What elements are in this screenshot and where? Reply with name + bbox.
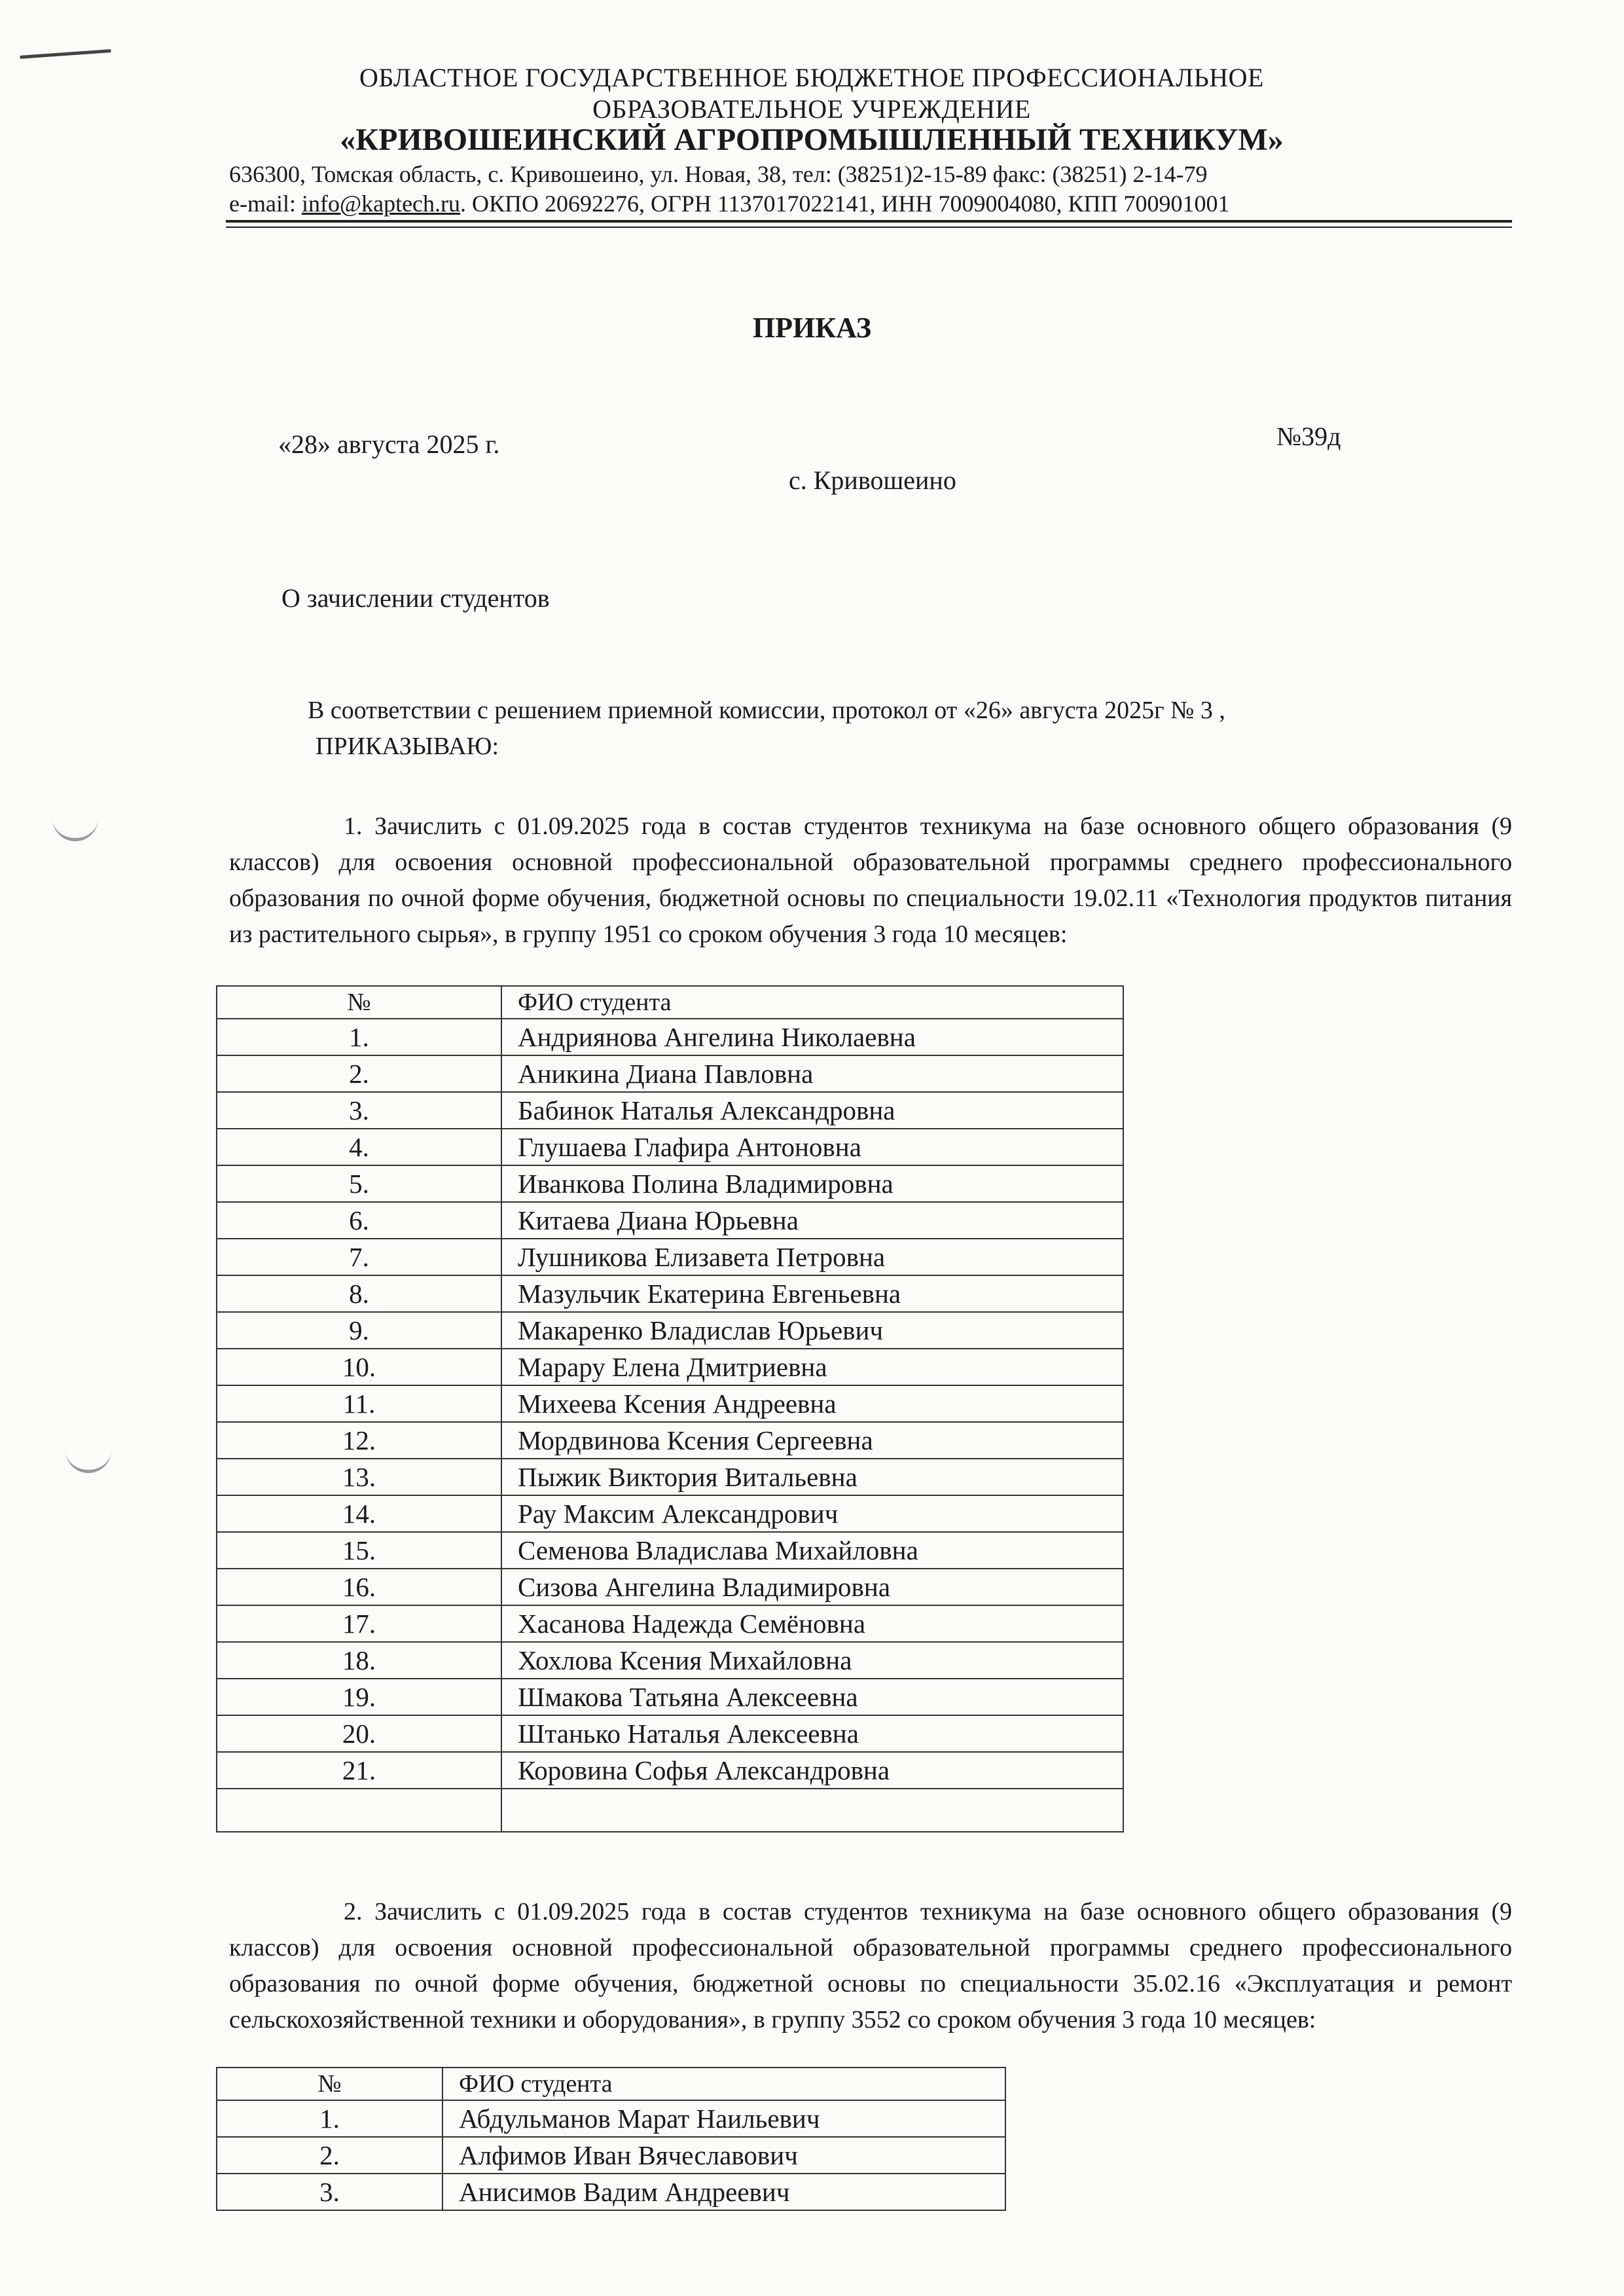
row-number: 2. (217, 2137, 442, 2174)
row-number: 12. (217, 1422, 501, 1459)
student-name: Хохлова Ксения Михайловна (501, 1642, 1123, 1679)
student-name: Аникина Диана Павловна (501, 1055, 1123, 1092)
order-word: ПРИКАЗЫВАЮ: (316, 733, 499, 760)
section1-text: 1. Зачислить с 01.09.2025 года в состав студентов техникума на базе основного общего образования (9 классов) для освоения основной профессиональной образовательной программы среднего профессионального образования по очной форме обучения, бюджетной основы по специальности 19.02.11 «Технология продуктов питания из растительного сырья», в группу 1951 со сроком обучения 3 года 10 месяцев: (229, 812, 1512, 948)
row-number: 7. (217, 1239, 501, 1275)
order-number: №39д (1276, 422, 1341, 451)
row-number: 3. (217, 1092, 501, 1129)
student-name: Глушаева Глафира Антоновна (501, 1129, 1123, 1165)
student-name: Абдульманов Марат Наильевич (442, 2100, 1005, 2137)
row-number: 11. (217, 1385, 501, 1422)
table-row (217, 1605, 1123, 1642)
student-name: Рау Максим Александрович (501, 1495, 1123, 1532)
student-name: Коровина Софья Александровна (501, 1752, 1123, 1789)
empty-cell (217, 1789, 501, 1832)
table-row (217, 1495, 1123, 1532)
table-row (217, 1715, 1123, 1752)
order-place: с. Кривошеино (789, 465, 956, 495)
row-number: 2. (217, 1055, 501, 1092)
table-row (217, 2100, 1005, 2137)
org-contacts (229, 190, 1230, 217)
table-row (217, 1165, 1123, 1202)
student-name: Бабинок Наталья Александровна (501, 1092, 1123, 1129)
table-row (217, 1459, 1123, 1495)
row-number: 20. (217, 1715, 501, 1752)
table-row (217, 1642, 1123, 1679)
scan-mark (20, 49, 111, 59)
student-table-group-3552 (216, 2067, 1006, 2211)
order-date: «28» августа 2025 г. (278, 429, 500, 459)
org-header-line1: ОБЛАСТНОЕ ГОСУДАРСТВЕННОЕ БЮДЖЕТНОЕ ПРОФЕССИОНАЛЬНОЕ (359, 63, 1264, 92)
table-row (217, 2174, 1005, 2210)
student-name: Сизова Ангелина Владимировна (501, 1569, 1123, 1605)
email-label: e-mail: (229, 191, 302, 217)
student-name: Лушникова Елизавета Петровна (501, 1239, 1123, 1275)
student-name: Макаренко Владислав Юрьевич (501, 1312, 1123, 1349)
student-name: Марару Елена Дмитриевна (501, 1349, 1123, 1385)
row-number: 5. (217, 1165, 501, 1202)
row-number: 4. (217, 1129, 501, 1165)
row-number: 13. (217, 1459, 501, 1495)
student-name: Мордвинова Ксения Сергеевна (501, 1422, 1123, 1459)
row-number: 8. (217, 1275, 501, 1312)
org-address: 636300, Томская область, с. Кривошеино, ул. Новая, 38, тел: (38251)2-15-89 факс: (38251) 2-14-79 (229, 161, 1208, 187)
table-row (217, 1385, 1123, 1422)
row-number: 9. (217, 1312, 501, 1349)
col-header-number: № (217, 2068, 442, 2100)
table-header-row (217, 2068, 1005, 2100)
table-row (217, 1569, 1123, 1605)
student-table-group-1951 (216, 985, 1124, 1832)
row-number: 1. (217, 2100, 442, 2137)
student-name: Алфимов Иван Вячеславович (442, 2137, 1005, 2174)
student-name: Семенова Владислава Михайловна (501, 1532, 1123, 1569)
student-name: Мазульчик Екатерина Евгеньевна (501, 1275, 1123, 1312)
section2-text: 2. Зачислить с 01.09.2025 года в состав студентов техникума на базе основного общего образования (9 классов) для освоения основной профессиональной образовательной программы среднего профессионального образования по очной форме обучения, бюджетной основы по специальности 35.02.16 «Эксплуатация и ремонт сельскохозяйственной техники и оборудования», в группу 3552 со сроком обучения 3 года 10 месяцев: (229, 1898, 1512, 2033)
org-codes: . ОКПО 20692276, ОГРН 1137017022141, ИНН 7009004080, КПП 700901001 (460, 191, 1230, 217)
student-name: Шмакова Татьяна Алексеевна (501, 1679, 1123, 1715)
header-rule-thin (226, 227, 1512, 228)
col-header-name: ФИО студента (442, 2068, 1005, 2100)
order-preamble: В соответствии с решением приемной комиссии, протокол от «26» августа 2025г № 3 , (308, 697, 1225, 724)
punch-hole-bottom (65, 1444, 111, 1473)
row-number: 21. (217, 1752, 501, 1789)
student-name: Китаева Диана Юрьевна (501, 1202, 1123, 1239)
table-row (217, 2137, 1005, 2174)
header-rule-thick (226, 220, 1512, 223)
row-number: 18. (217, 1642, 501, 1679)
student-name: Штанько Наталья Алексеевна (501, 1715, 1123, 1752)
student-name: Андриянова Ангелина Николаевна (501, 1019, 1123, 1055)
document-title: ПРИКАЗ (752, 312, 872, 344)
table-row (217, 1239, 1123, 1275)
student-name: Иванкова Полина Владимировна (501, 1165, 1123, 1202)
table-row (217, 1422, 1123, 1459)
table-row (217, 1019, 1123, 1055)
table-row (217, 1129, 1123, 1165)
org-header-line2: ОБРАЗОВАТЕЛЬНОЕ УЧРЕЖДЕНИЕ (592, 94, 1031, 124)
col-header-number: № (217, 986, 501, 1019)
student-name: Пыжик Виктория Витальевна (501, 1459, 1123, 1495)
student-name: Михеева Ксения Андреевна (501, 1385, 1123, 1422)
table-row (217, 1349, 1123, 1385)
row-number: 19. (217, 1679, 501, 1715)
student-name: Анисимов Вадим Андреевич (442, 2174, 1005, 2210)
table-row (217, 1532, 1123, 1569)
punch-hole-top (52, 812, 98, 841)
empty-row (217, 1789, 1123, 1832)
email-link[interactable]: info@kaptech.ru (301, 191, 461, 217)
empty-cell (501, 1789, 1123, 1832)
org-name: «КРИВОШЕИНСКИЙ АГРОПРОМЫШЛЕННЫЙ ТЕХНИКУМ» (340, 122, 1284, 157)
table-row (217, 1312, 1123, 1349)
table-header-row (217, 986, 1123, 1019)
row-number: 14. (217, 1495, 501, 1532)
row-number: 17. (217, 1605, 501, 1642)
row-number: 1. (217, 1019, 501, 1055)
student-name: Хасанова Надежда Семёновна (501, 1605, 1123, 1642)
table-row (217, 1202, 1123, 1239)
table-row (217, 1752, 1123, 1789)
row-number: 6. (217, 1202, 501, 1239)
table-row (217, 1092, 1123, 1129)
order-subject: О зачислении студентов (281, 583, 550, 613)
table-row (217, 1679, 1123, 1715)
table-row (217, 1055, 1123, 1092)
row-number: 10. (217, 1349, 501, 1385)
row-number: 16. (217, 1569, 501, 1605)
row-number: 15. (217, 1532, 501, 1569)
row-number: 3. (217, 2174, 442, 2210)
table-row (217, 1275, 1123, 1312)
col-header-name: ФИО студента (501, 986, 1123, 1019)
